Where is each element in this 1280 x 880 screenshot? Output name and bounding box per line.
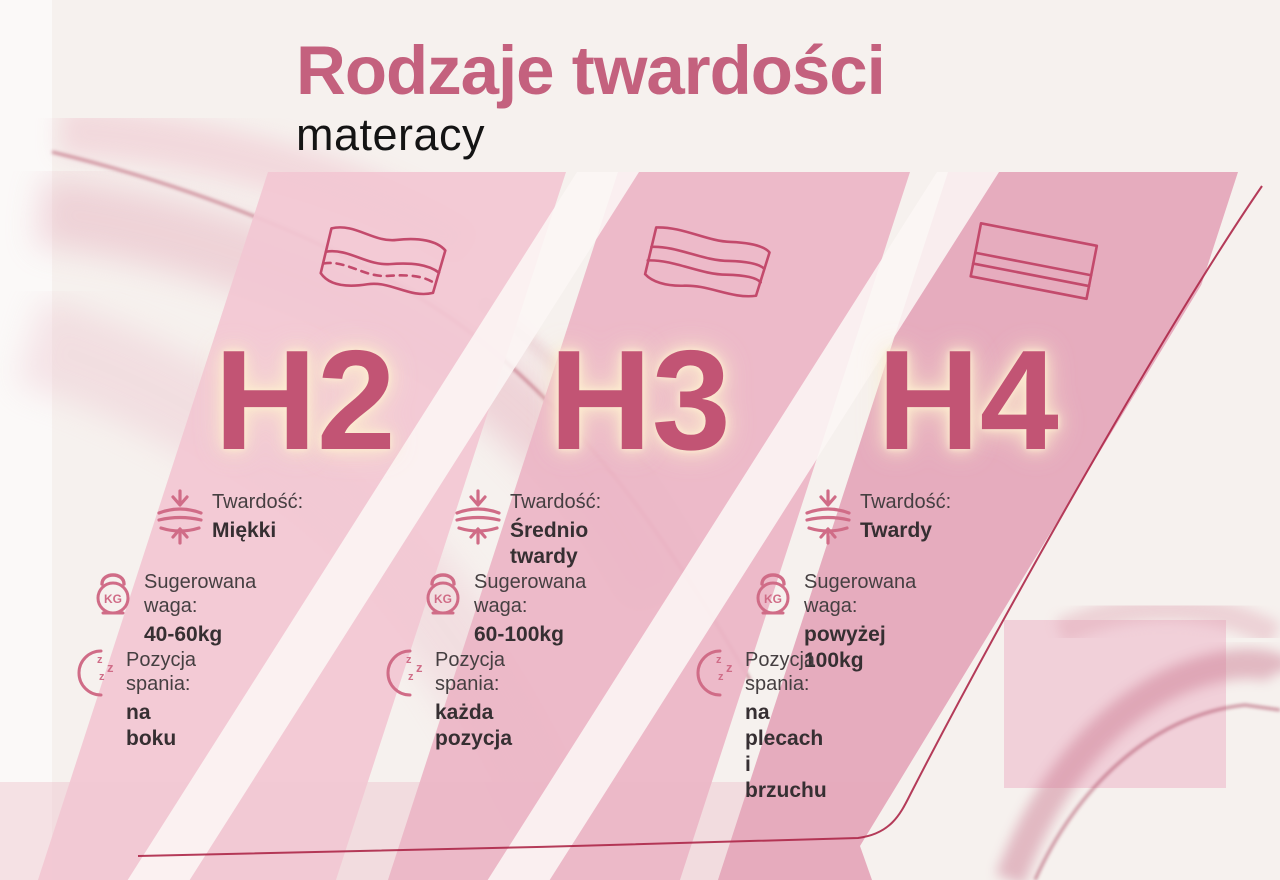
svg-text:z: z — [107, 660, 114, 675]
kettlebell-kg-icon — [90, 568, 136, 618]
svg-text:z: z — [406, 654, 412, 666]
compression-arrows-icon — [454, 488, 502, 546]
firmness-value: Miękki — [212, 519, 277, 542]
firmness-value: Twardy — [860, 519, 932, 542]
hardness-level-label: H3 — [549, 321, 731, 480]
moon-zzz-icon — [693, 646, 737, 698]
weight-label: Sugerowana waga: — [804, 571, 917, 617]
weight-value: 40-60kg — [144, 623, 223, 646]
firmness-row — [454, 488, 601, 570]
weight-value: powyżej 100kg — [804, 623, 886, 672]
moon-zzz-icon — [74, 646, 118, 698]
svg-text:z: z — [99, 671, 105, 683]
sleep-label: Pozycja spania: — [745, 649, 816, 695]
svg-text:KG: KG — [104, 592, 122, 606]
page-title: Rodzaje twardości — [296, 32, 885, 109]
sleep-row — [693, 646, 827, 804]
sleep-value: każda pozycja — [435, 701, 513, 750]
sleep-row — [383, 646, 512, 752]
firmness-row — [804, 488, 951, 546]
kettlebell-kg-icon — [420, 568, 466, 618]
weight-label: Sugerowana waga: — [144, 571, 257, 617]
firmness-label: Twardość: — [212, 491, 304, 513]
sleep-label: Pozycja spania: — [435, 649, 506, 695]
sleep-value: na boku — [126, 701, 177, 750]
svg-text:KG: KG — [764, 592, 782, 606]
firmness-value: Średnio twardy — [510, 519, 589, 568]
firmness-label: Twardość: — [510, 491, 602, 513]
firmness-label: Twardość: — [860, 491, 952, 513]
weight-value: 60-100kg — [474, 623, 564, 646]
svg-text:z: z — [716, 654, 722, 666]
weight-label: Sugerowana waga: — [474, 571, 587, 617]
sleep-row — [74, 646, 196, 752]
firmness-row — [156, 488, 303, 546]
hardness-level-label: H2 — [214, 321, 396, 480]
sleep-value: na plecach i brzuchu — [745, 701, 827, 802]
kettlebell-kg-icon — [750, 568, 796, 618]
moon-zzz-icon — [383, 646, 427, 698]
hardness-level-label: H4 — [877, 321, 1059, 480]
weight-row — [90, 568, 256, 648]
svg-text:z: z — [416, 660, 423, 675]
svg-text:z: z — [726, 660, 733, 675]
compression-arrows-icon — [156, 488, 204, 546]
sleep-label: Pozycja spania: — [126, 649, 197, 695]
svg-text:z: z — [97, 654, 103, 666]
page-subtitle: materacy — [296, 109, 486, 160]
header — [296, 34, 885, 160]
svg-text:z: z — [408, 671, 414, 683]
svg-text:z: z — [718, 671, 724, 683]
svg-text:KG: KG — [434, 592, 452, 606]
compression-arrows-icon — [804, 488, 852, 546]
weight-row — [420, 568, 586, 648]
